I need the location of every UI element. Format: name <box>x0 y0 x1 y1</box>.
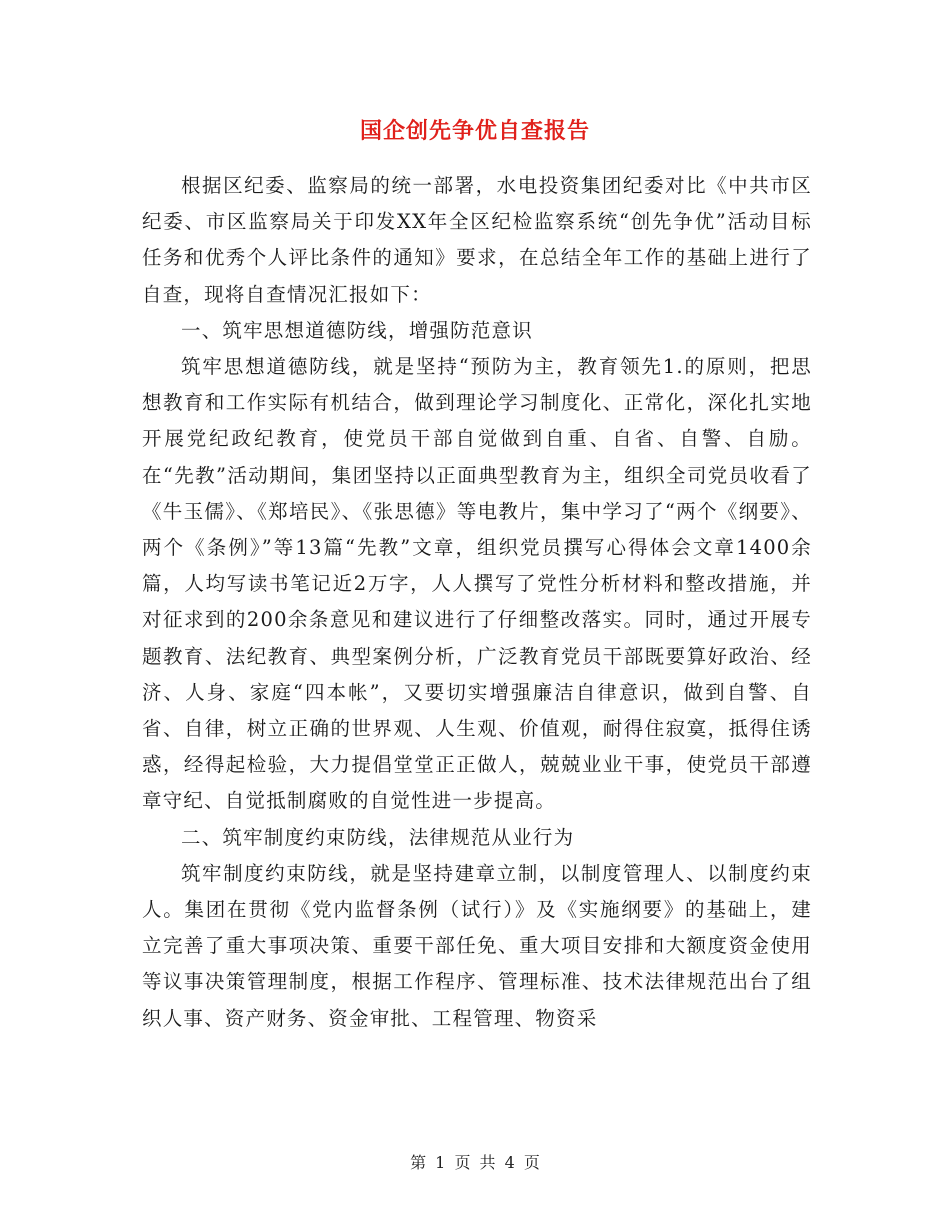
section-heading-2: 二、筑牢制度约束防线，法律规范从业行为 <box>181 825 575 849</box>
section-heading-1: 一、筑牢思想道德防线，增强防范意识 <box>181 318 533 342</box>
paragraph-intro: 根据区纪委、监察局的统一部署，水电投资集团纪委对比《中共市区纪委、市区监察局关于印发XX年全区纪检监察系统“创先争优”活动目标任务和优秀个人评比条件的通知》要求，在总结全年工作的基础上进行了自查，现将自查情况汇报如下： <box>142 174 812 306</box>
document-title: 国企创先争优自查报告 <box>359 118 590 144</box>
paragraph-section-2: 筑牢制度约束防线，就是坚持建章立制，以制度管理人、以制度约束人。集团在贯彻《党内监督条例（试行）》及《实施纲要》的基础上，建立完善了重大事项决策、重要干部任免、重大项目安排和大额度资金使用等议事决策管理制度，根据工作程序、管理标准、技术法律规范出台了组织人事、资产财务、资金审批、工程管理、物资采 <box>142 861 812 1030</box>
page-number-footer: 第 1 页 共 4 页 <box>410 1153 540 1172</box>
paragraph-section-1: 筑牢思想道德防线，就是坚持“预防为主，教育领先1.的原则，把思想教育和工作实际有机结合，做到理论学习制度化、正常化，深化扎实地开展党纪政纪教育，使党员干部自觉做到自重、自省、自警、自励。在“先教”活动期间，集团坚持以正面典型教育为主，组织全司党员收看了《牛玉儒》、《郑培民》、《张思德》等电教片，集中学习了“两个《纲要》、两个《条例》”等13篇“先教”文章，组织党员撰写心得体会文章1400余篇，人均写读书笔记近2万字，人人撰写了党性分析材料和整改措施，并对征求到的200余条意见和建议进行了仔细整改落实。同时，通过开展专题教育、法纪教育、典型案例分析，广泛教育党员干部既要算好政治、经济、人身、家庭“四本帐”，又要切实增强廉洁自律意识，做到自警、自省、自律，树立正确的世界观、人生观、价值观，耐得住寂寞，抵得住诱惑，经得起检验，大力提倡堂堂正正做人，兢兢业业干事，使党员干部遵章守纪、自觉抵制腐败的自觉性进一步提高。 <box>142 355 812 813</box>
document-body <box>142 168 812 1037</box>
